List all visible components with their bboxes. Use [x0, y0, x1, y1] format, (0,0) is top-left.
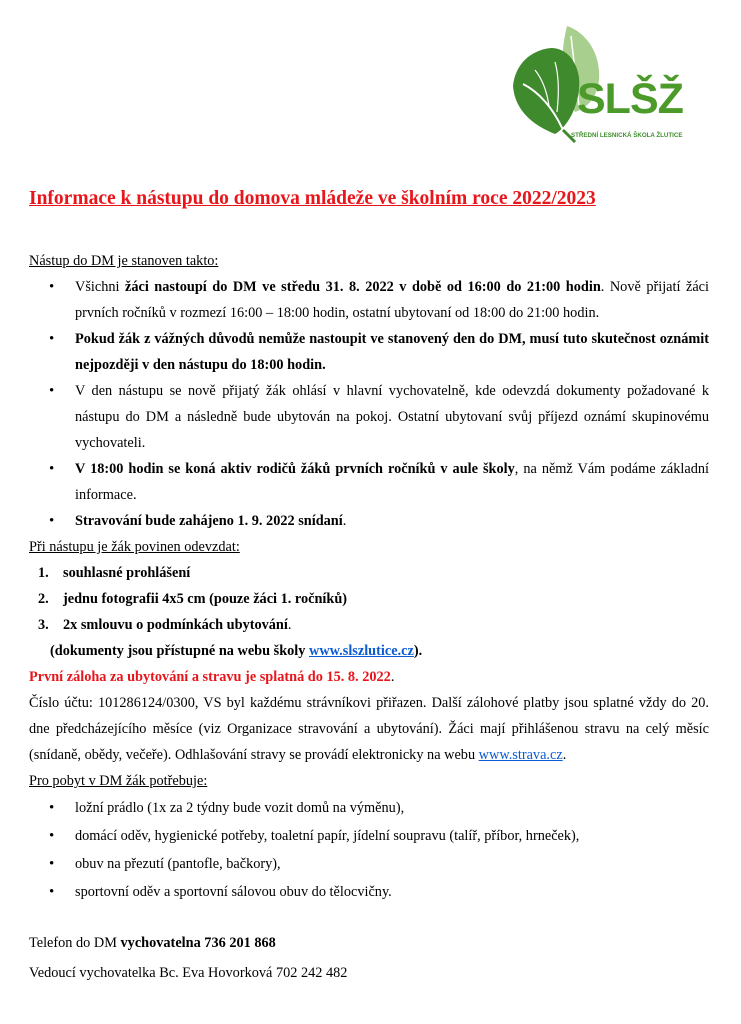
- list-item: • domácí oděv, hygienické potřeby, toaletní papír, jídelní soupravu (talíř, příbor, hrneček),: [29, 822, 709, 850]
- logo-subtitle: STŘEDNÍ LESNICKÁ ŠKOLA ŽLUTICE: [571, 132, 683, 139]
- list-item: • Všichni žáci nastoupí do DM ve středu 31. 8. 2022 v době od 16:00 do 21:00 hodin. Nově přijatí žáci prvních ročníků v rozmezí 16:00 – 18:00 hodin, ostatní ubytovaní od 18:00 do 21:00 hodin.: [29, 274, 709, 326]
- school-logo: [505, 22, 710, 147]
- spacer: [29, 906, 709, 930]
- section-heading-arrival: Nástup do DM je stanoven takto:: [29, 253, 219, 269]
- list-item: • V 18:00 hodin se koná aktiv rodičů žáků prvních ročníků v aule školy, na němž Vám podáme základní informace.: [29, 456, 709, 508]
- arrival-list: [29, 274, 709, 534]
- documents-note: (dokumenty jsou přístupné na webu školy www.slszlutice.cz).: [50, 643, 423, 659]
- list-item: • V den nástupu se nově přijatý žák ohlásí v hlavní vychovatelně, kde odevzdá dokumenty požadované k nástupu do DM a následně bude ubytován na pokoj. Ostatní ubytovaní svůj příjezd oznámí skupinovému vychovateli.: [29, 378, 709, 456]
- list-item: 1. souhlasné prohlášení: [38, 565, 191, 581]
- payment-deadline: První záloha za ubytování a stravu je splatná do 15. 8. 2022.: [29, 669, 395, 685]
- list-item: • sportovní oděv a sportovní sálovou obuv do tělocvičny.: [29, 878, 709, 906]
- list-item: 2. jednu fotografii 4x5 cm (pouze žáci 1. ročníků): [38, 591, 348, 607]
- payment-details: Číslo účtu: 101286124/0300, VS byl každému strávníkovi přiřazen. Další zálohové platby jsou splatné vždy do 20. dne předcházejícího měsíce (viz Organizace stravování a ubytování). Žáci mají přihlášenou stravu na celý měsíc (snídaně, obědy, večeře). Odhlašování stravy se provádí elektronicky na webu www.strava.cz.: [29, 695, 709, 763]
- page-title: Informace k nástupu do domova mládeže ve školním roce 2022/2023: [29, 188, 596, 209]
- logo-text: SLŠŽ: [577, 75, 683, 123]
- list-item: • Pokud žák z vážných důvodů nemůže nastoupit ve stanovený den do DM, musí tuto skutečnost oznámit nejpozději v den nástupu do 18:00 hodin.: [29, 326, 709, 378]
- head-contact: Vedoucí vychovatelka Bc. Eva Hovorková 702 242 482: [29, 965, 348, 981]
- list-item: • Stravování bude zahájeno 1. 9. 2022 snídaní.: [29, 508, 709, 534]
- section-heading-documents: Při nástupu je žák povinen odevzdat:: [29, 539, 240, 555]
- list-item: 3. 2x smlouvu o podmínkách ubytování.: [38, 617, 292, 633]
- list-item: • obuv na přezutí (pantofle, bačkory),: [29, 850, 709, 878]
- school-website-link[interactable]: www.slszlutice.cz: [309, 643, 414, 659]
- phone-contact: Telefon do DM vychovatelna 736 201 868: [29, 935, 276, 951]
- section-heading-needs: Pro pobyt v DM žák potřebuje:: [29, 773, 208, 789]
- document-body: [29, 248, 709, 986]
- documents-list: [29, 560, 709, 638]
- strava-link[interactable]: www.strava.cz: [478, 747, 563, 763]
- needs-list: [29, 794, 709, 906]
- list-item: • ložní prádlo (1x za 2 týdny bude vozit domů na výměnu),: [29, 794, 709, 822]
